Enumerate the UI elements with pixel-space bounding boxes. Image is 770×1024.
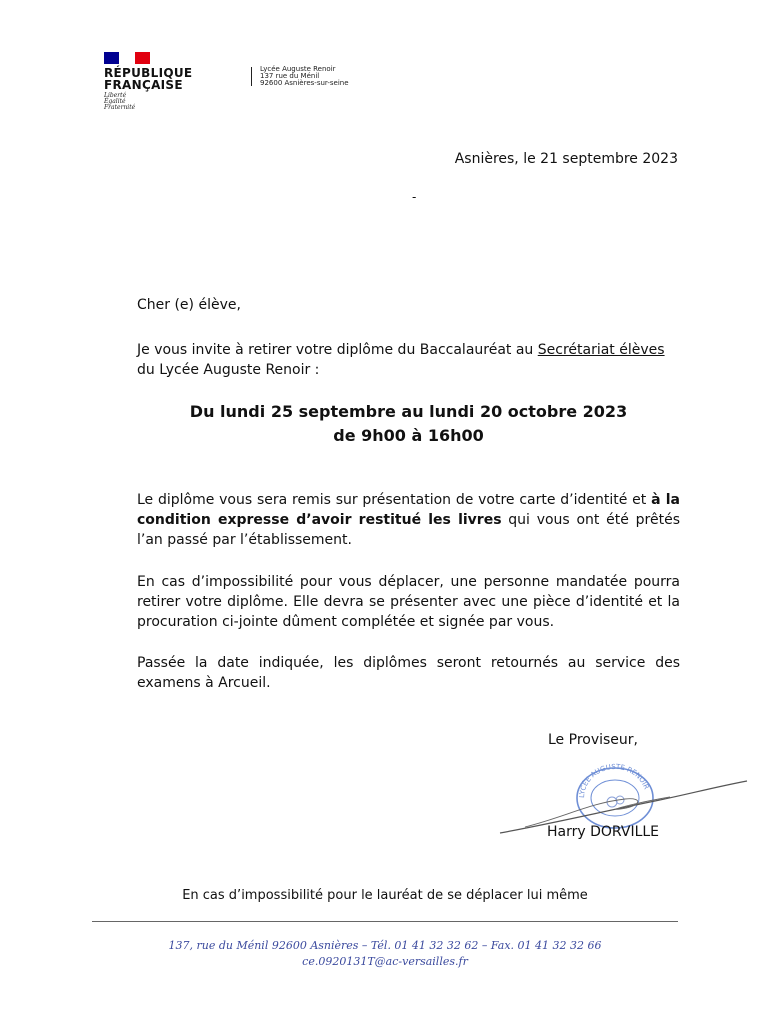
p2-text-after: qui vous ont été prêtés l’an passé par l’établissement. — [137, 512, 681, 548]
greeting: Cher (e) élève, — [137, 297, 241, 313]
p2-bold-condition: à la condition expresse d’avoir restitué les livres — [137, 492, 680, 528]
footer-address-line: 137, rue du Ménil 92600 Asnières – Tél. 01 41 32 32 62 – Fax. 01 41 32 32 66 — [168, 939, 602, 952]
paragraph-conditions — [137, 490, 680, 550]
letter-date: Asnières, le 21 septembre 2023 — [454, 151, 678, 167]
motto-liberte: Liberté — [104, 92, 127, 99]
schedule-hours: de 9h00 à 16h00 — [333, 426, 484, 445]
motto-egalite: Égalité — [104, 98, 126, 105]
republique-francaise-logo — [104, 52, 214, 111]
school-name: Lycée Auguste Renoir — [260, 65, 336, 73]
republic-title-line2: FRANÇAISE — [104, 78, 183, 92]
footer-address — [0, 938, 770, 970]
svg-text:LYCÉE AUGUSTE RENOIR: LYCÉE AUGUSTE RENOIR — [577, 762, 651, 799]
school-city: 92600 Asnières-sur-seine — [260, 79, 349, 87]
footer-email: ce.0920131T@ac-versailles.fr — [302, 955, 468, 968]
signature-title: Le Proviseur, — [548, 732, 638, 748]
republic-title-line1: RÉPUBLIQUE — [104, 66, 193, 80]
p1-text-after: du Lycée Auguste Renoir : — [137, 362, 320, 378]
school-street: 137 rue du Ménil — [260, 72, 320, 80]
schedule-dates: Du lundi 25 septembre au lundi 20 octobre 2023 — [189, 402, 628, 421]
footer-note: En cas d’impossibilité pour le lauréat de se déplacer lui même — [182, 888, 588, 903]
p1-text-before: Je vous invite à retirer votre diplôme du Baccalauréat au — [137, 342, 538, 358]
paragraph-deadline: Passée la date indiquée, les diplômes seront retournés au service des examens à Arcueil. — [137, 655, 680, 691]
signature-name: Harry DORVILLE — [547, 824, 660, 840]
footer-divider — [92, 921, 678, 922]
school-address-block — [260, 66, 349, 87]
header-divider — [251, 67, 252, 86]
dash-mark: - — [412, 190, 417, 204]
paragraph-invitation — [137, 340, 680, 380]
motto-fraternite: Fraternité — [104, 104, 136, 111]
french-flag-icon — [104, 52, 150, 64]
p2-text-before: Le diplôme vous sera remis sur présentation de votre carte d’identité et — [137, 492, 652, 508]
secretariat-link: Secrétariat élèves — [537, 342, 665, 358]
paragraph-proxy: En cas d’impossibilité pour vous déplacer, une personne mandatée pourra retirer votre diplôme. Elle devra se présenter avec une pièce d’identité et la procuration ci-jointe dûment complétée et signée par vous. — [137, 574, 680, 630]
